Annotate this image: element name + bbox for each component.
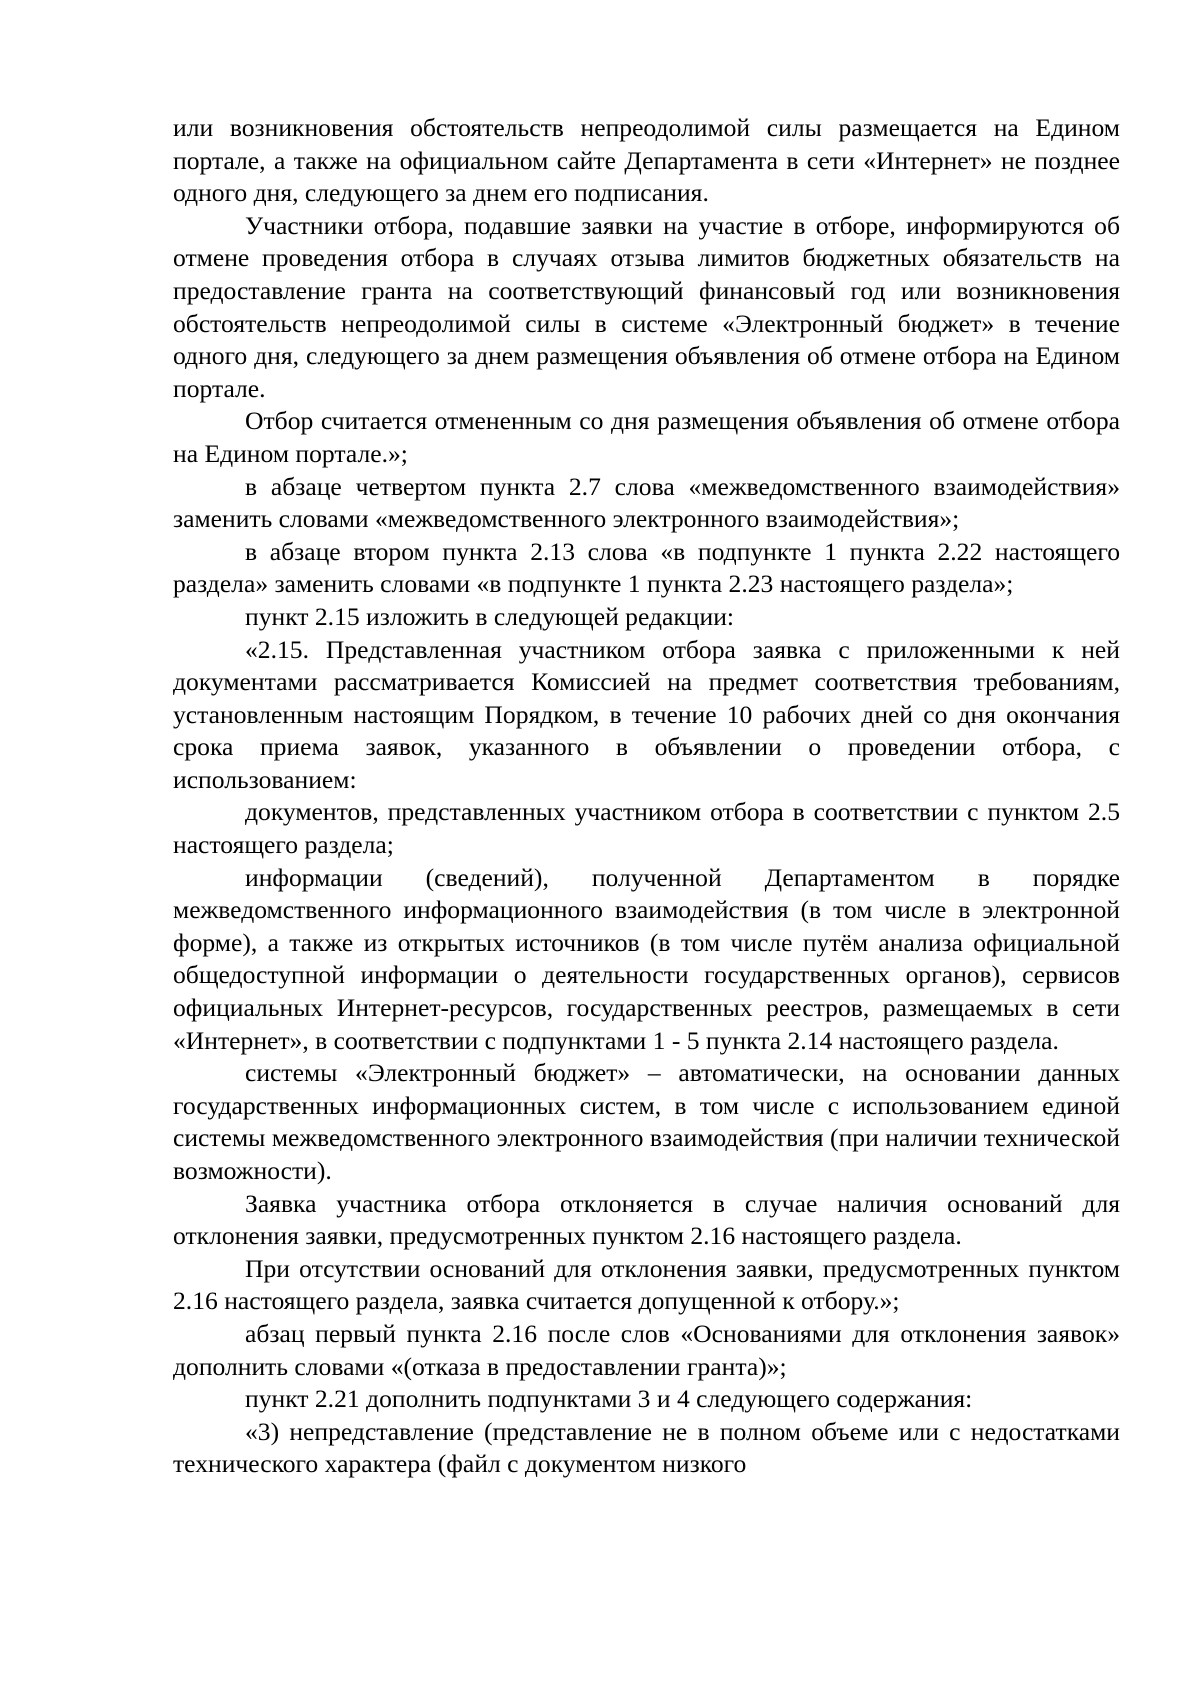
paragraph-information: информации (сведений), полученной Департаментом в порядке межведомственного информационного взаимодействия (в том числе в электронной форме), а также из открытых источников (в том числе путём анализа официальной общедоступной информации о деятельности государственных органов), сервисов официальных Интернет-ресурсов, государственных реестров, размещаемых в сети «Интернет», в соответствии с подпунктами 1 - 5 пункта 2.14 настоящего раздела. bbox=[173, 862, 1120, 1055]
paragraph-continuation: или возникновения обстоятельств непреодолимой силы размещается на Едином портале, а также на официальном сайте Департамента в сети «Интернет» не позднее одного дня, следующего за днем его подписания. bbox=[173, 113, 1120, 208]
paragraph-amend-2-21: пункт 2.21 дополнить подпунктами 3 и 4 следующего содержания: bbox=[245, 1384, 973, 1414]
paragraph-amend-2-7: в абзаце четвертом пункта 2.7 слова «межведомственного взаимодействия» заменить словами «межведомственного электронного взаимодействия»; bbox=[173, 471, 1120, 534]
paragraph-electronic-budget: системы «Электронный бюджет» – автоматически, на основании данных государственных информационных систем, в том числе с использованием единой системы межведомственного электронного взаимодействия (при наличии технической возможности). bbox=[173, 1058, 1120, 1185]
paragraph-application-rejected: Заявка участника отбора отклоняется в случае наличия оснований для отклонения заявки, предусмотренных пунктом 2.16 настоящего раздела. bbox=[173, 1188, 1120, 1251]
paragraph-subitem-3: «3) непредставление (представление не в полном объеме или с недостатками технического характера (файл с документом низкого bbox=[173, 1416, 1120, 1479]
paragraph-selection-cancelled: Отбор считается отмененным со дня размещения объявления об отмене отбора на Едином портале.»; bbox=[173, 406, 1120, 468]
paragraph-restate-2-15: пункт 2.15 изложить в следующей редакции: bbox=[245, 601, 735, 631]
paragraph-documents: документов, представленных участником отбора в соответствии с пунктом 2.5 настоящего раздела; bbox=[173, 797, 1120, 860]
paragraph-amend-2-16: абзац первый пункта 2.16 после слов «Основаниями для отклонения заявок» дополнить словами «(отказа в предоставлении гранта)»; bbox=[173, 1318, 1120, 1381]
paragraph-application-admitted: При отсутствии оснований для отклонения заявки, предусмотренных пунктом 2.16 настоящего раздела, заявка считается допущенной к отбору.»; bbox=[173, 1253, 1120, 1316]
paragraph-amend-2-13: в абзаце втором пункта 2.13 слова «в подпункте 1 пункта 2.22 настоящего раздела» заменить словами «в подпункте 1 пункта 2.23 настоящего раздела»; bbox=[173, 536, 1120, 599]
paragraph-participants-informed: Участники отбора, подавшие заявки на участие в отборе, информируются об отмене проведения отбора в случаях отзыва лимитов бюджетных обязательств на предоставление гранта на соответствующий финансовый год или возникновения обстоятельств непреодолимой силы в системе «Электронный бюджет» в течение одного дня, следующего за днем размещения объявления об отмене отбора на Едином портале. bbox=[173, 210, 1120, 403]
paragraph-2-15-text: «2.15. Представленная участником отбора заявка с приложенными к ней документами рассматривается Комиссией на предмет соответствия требованиям, установленным настоящим Порядком, в течение 10 рабочих дней со дня окончания срока приема заявок, указанного в объявлении о проведении отбора, с использованием: bbox=[173, 634, 1120, 794]
document-body bbox=[173, 112, 1120, 1481]
